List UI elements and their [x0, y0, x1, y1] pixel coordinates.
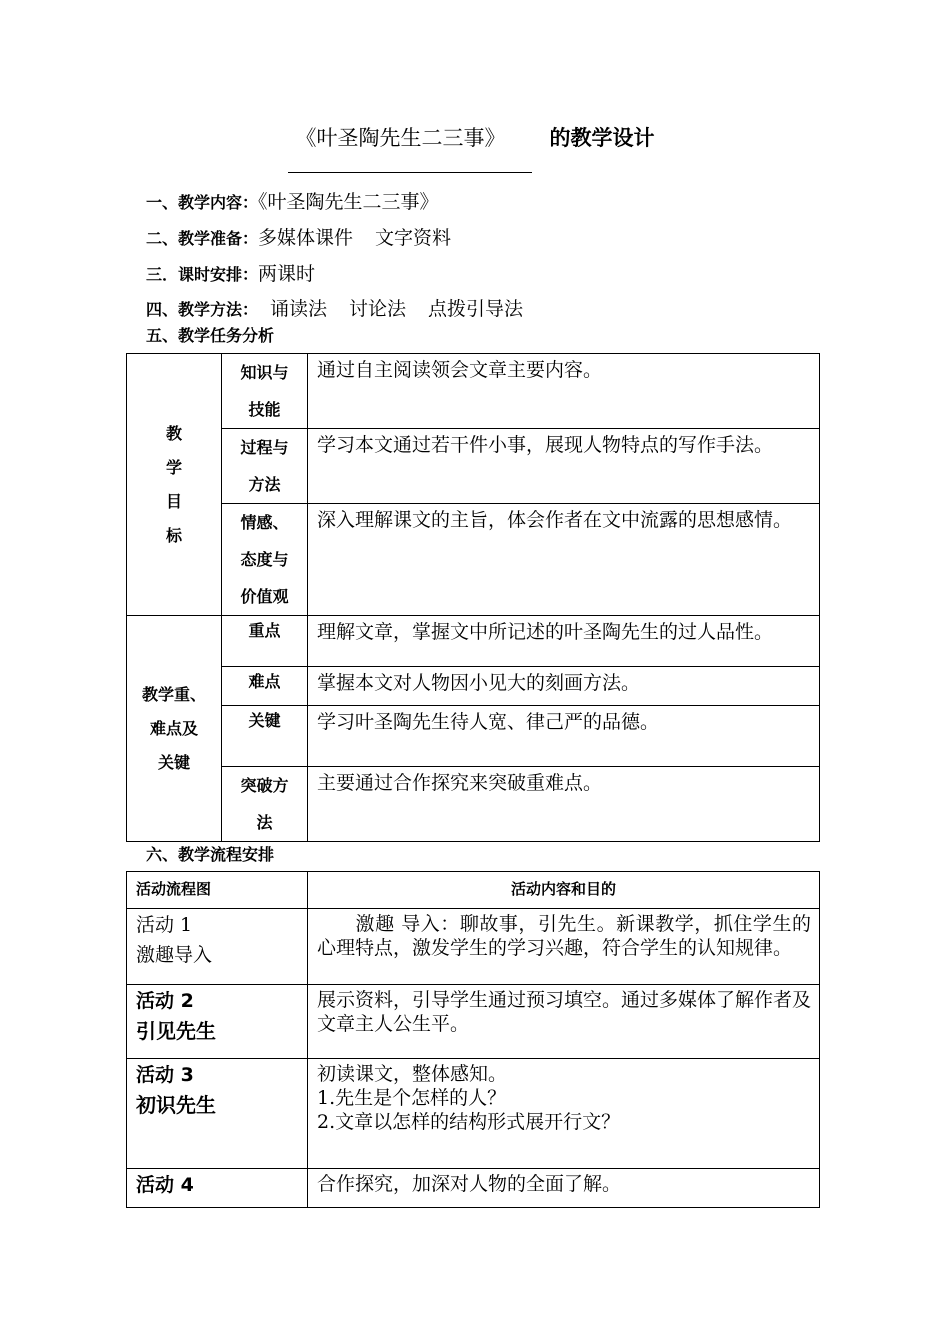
flow-header-content: 活动内容和目的: [308, 872, 820, 909]
activity-number: 活动 1: [136, 914, 193, 936]
key-text-focus: 理解文章，掌握文中所记述的叶圣陶先生的过人品性。: [308, 616, 820, 667]
activity-description: [308, 1059, 820, 1169]
activity-description: 合作探究，加深对人物的全面了解。: [308, 1169, 820, 1208]
key-label-breakthrough: [222, 767, 308, 842]
section-prep-label: 二、教学准备：: [146, 229, 259, 248]
activity-name: 激趣导入: [136, 944, 213, 966]
goal-label-line: 态度与: [240, 550, 289, 569]
section-method-value-1: 诵读法: [270, 298, 328, 320]
goal-text-process: 学习本文通过若干件小事，展现人物特点的写作手法。: [308, 429, 820, 504]
key-text-key: 学习叶圣陶先生待人宽、律己严的品德。: [308, 706, 820, 767]
section-method-label: 四、教学方法：: [146, 300, 259, 319]
table-header-row: [127, 872, 820, 909]
title-underline: [288, 172, 532, 173]
table-row: [127, 985, 820, 1059]
goal-label-line: 价值观: [240, 587, 289, 606]
table-row: [127, 667, 820, 706]
section-content: [146, 187, 439, 214]
section-prep-value-1: 多媒体课件: [258, 227, 354, 249]
goals-header-char: 教: [165, 423, 182, 443]
activity-name: 引见先生: [136, 1019, 216, 1043]
goal-text-knowledge: 通过自主阅读领会文章主要内容。: [308, 354, 820, 429]
title-main: 《叶圣陶先生二三事》: [295, 126, 506, 150]
activity-description-line: 2.文章以怎样的结构形式展开行文？: [317, 1111, 621, 1133]
key-text-breakthrough: 主要通过合作探究来突破重难点。: [308, 767, 820, 842]
section-schedule: [146, 259, 315, 286]
key-header-line: 关键: [157, 752, 190, 772]
section-flow: 六、教学流程安排: [146, 845, 275, 864]
table-row: [127, 354, 820, 429]
table-row: [127, 616, 820, 667]
activity-number: 活动 2: [136, 990, 194, 1012]
activity-description: [308, 909, 820, 985]
section-method-value-3: 点拨引导法: [428, 298, 524, 320]
activity-cell: [127, 909, 308, 985]
table-row: [127, 429, 820, 504]
flow-table: [126, 871, 820, 1208]
flow-header-activity: 活动流程图: [127, 872, 308, 909]
goal-text-emotion: 深入理解课文的主旨，体会作者在文中流露的思想感情。: [308, 504, 820, 616]
section-method: [146, 294, 523, 321]
activity-description-line: 初读课文，整体感知。: [317, 1063, 508, 1085]
section-prep: [146, 223, 451, 250]
goal-label-line: 情感、: [240, 513, 289, 532]
title-suffix: 的教学设计: [549, 126, 655, 150]
section-schedule-label: 三．课时安排：: [146, 265, 259, 284]
key-points-header: [127, 616, 222, 842]
activity-description: 展示资料，引导学生通过预习填空。通过多媒体了解作者及文章主人公生平。: [308, 985, 820, 1059]
key-label-key: 关键: [222, 706, 308, 767]
goal-label-line: 知识与: [240, 363, 289, 382]
goals-header-char: 目: [165, 491, 182, 511]
table-row: [127, 706, 820, 767]
table-row: [127, 504, 820, 616]
activity-number: 活动 4: [136, 1174, 194, 1196]
key-header-line: 难点及: [149, 718, 198, 738]
section-content-value: 《叶圣陶先生二三事》: [258, 191, 439, 213]
key-label-difficulty: 难点: [222, 667, 308, 706]
goal-label-line: 方法: [248, 475, 281, 494]
activity-name: 初识先生: [136, 1093, 216, 1117]
activity-cell: [127, 1059, 308, 1169]
goals-header-char: 学: [165, 457, 182, 477]
table-row: [127, 909, 820, 985]
activity-number: 活动 3: [136, 1064, 194, 1086]
activity-cell: [127, 1169, 308, 1208]
table-row: [127, 767, 820, 842]
document-title: [0, 122, 950, 152]
section-method-value-2: 讨论法: [349, 298, 407, 320]
goal-label-emotion: [222, 504, 308, 616]
table-row: [127, 1059, 820, 1169]
key-header-line: 教学重、: [141, 684, 206, 704]
section-content-label: 一、教学内容：: [146, 193, 259, 212]
activity-cell: [127, 985, 308, 1059]
key-label-focus: 重点: [222, 616, 308, 667]
goal-label-line: 过程与: [240, 438, 289, 457]
section-prep-value-2: 文字资料: [375, 227, 452, 249]
goal-label-line: 技能: [248, 400, 281, 419]
goal-label-process: [222, 429, 308, 504]
key-text-difficulty: 掌握本文对人物因小见大的刻画方法。: [308, 667, 820, 706]
activity-description-text: 激趣 导入：聊故事，引先生。新课教学，抓住学生的心理特点，激发学生的学习兴趣，符合学生的认知规律。: [317, 913, 811, 959]
key-label-line: 法: [256, 813, 273, 832]
goal-label-knowledge: [222, 354, 308, 429]
goals-header: [127, 354, 222, 616]
key-label-line: 突破方: [240, 776, 289, 795]
goals-header-char: 标: [165, 525, 182, 545]
task-analysis-table: [126, 353, 820, 842]
activity-description-line: 1.先生是个怎样的人？: [317, 1087, 507, 1109]
section-schedule-value: 两课时: [258, 263, 316, 285]
table-row: [127, 1169, 820, 1208]
section-task-analysis: 五、教学任务分析: [146, 326, 275, 345]
